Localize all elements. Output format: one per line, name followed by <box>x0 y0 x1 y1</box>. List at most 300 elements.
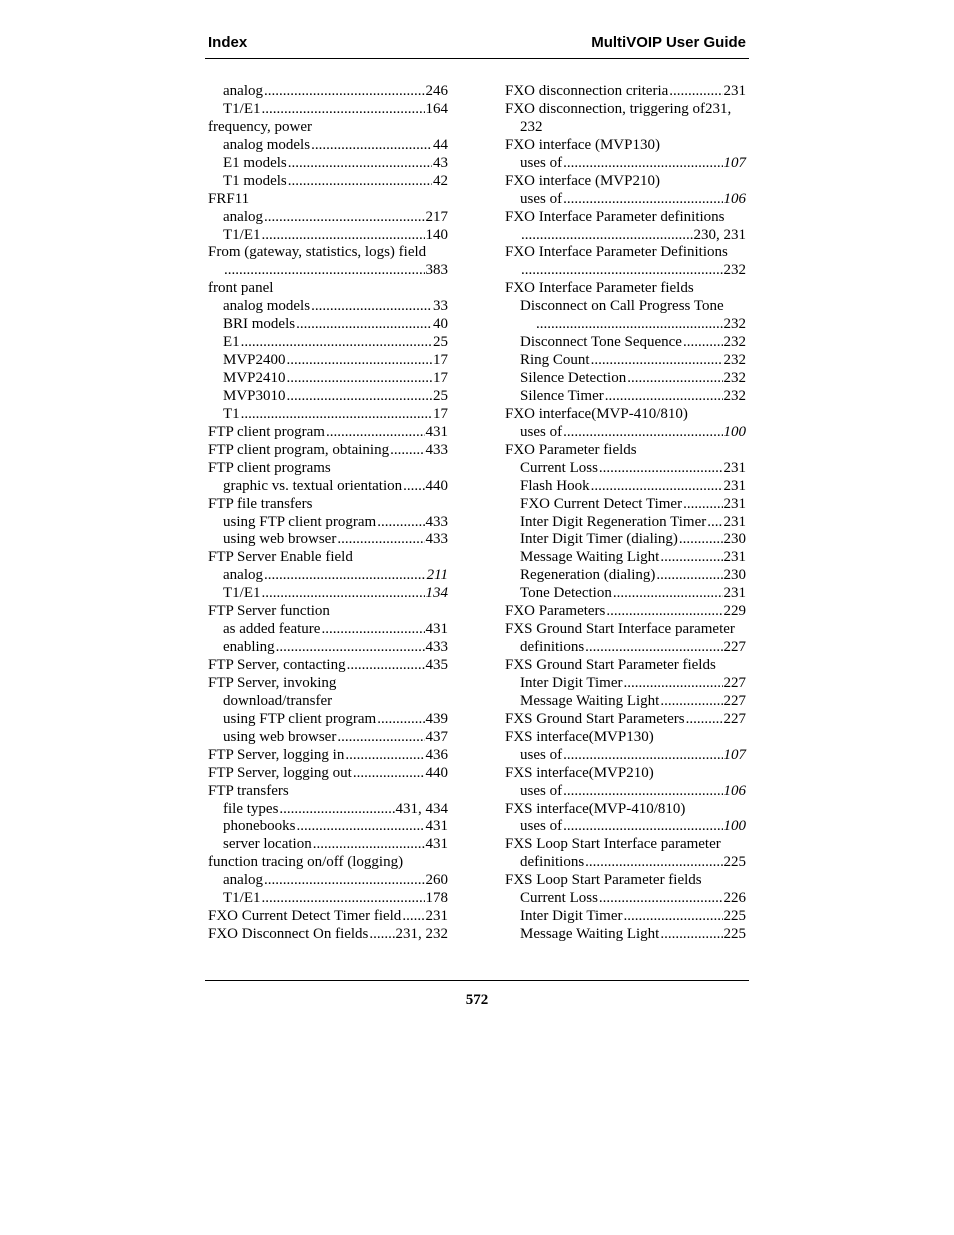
index-entry <box>505 191 746 209</box>
index-term: enabling <box>223 639 275 656</box>
dot-leader <box>536 316 723 334</box>
dot-leader <box>563 155 722 173</box>
index-term: FTP client program, obtaining <box>208 441 390 458</box>
dot-leader <box>390 442 424 460</box>
index-term: FXS Ground Start Parameters <box>505 710 685 727</box>
index-entry <box>505 890 746 908</box>
page-reference: 17 <box>433 405 448 422</box>
index-entry <box>208 872 448 890</box>
index-term: Message Waiting Light <box>520 926 660 943</box>
index-entry <box>208 818 448 836</box>
index-entry <box>505 406 746 424</box>
index-entry <box>505 693 746 711</box>
index-entry <box>208 621 448 639</box>
page-reference: 433 <box>425 639 448 656</box>
index-entry <box>505 137 746 155</box>
index-entry <box>208 119 448 137</box>
index-term: Disconnect on Call Progress Tone <box>520 298 724 315</box>
page-reference: 217 <box>425 208 448 225</box>
page-reference: 232 <box>723 262 746 279</box>
index-term: FXS interface(MVP210) <box>505 764 654 781</box>
index-entry <box>208 585 448 603</box>
dot-leader <box>599 460 723 478</box>
dot-leader <box>262 585 425 603</box>
index-entry <box>208 244 448 262</box>
page-reference: 134 <box>425 585 448 602</box>
dot-leader <box>287 388 432 406</box>
dot-leader <box>264 567 426 585</box>
index-term: analog models <box>223 298 311 315</box>
index-entry <box>208 603 448 621</box>
page-reference: 107 <box>723 746 746 763</box>
index-term: MVP2400 <box>223 352 286 369</box>
index-entry <box>208 783 448 801</box>
page-reference: 211 <box>426 567 448 584</box>
index-term: using FTP client program <box>223 513 377 530</box>
index-term: FTP Server, contacting <box>208 657 346 673</box>
page-reference: 225 <box>723 908 746 925</box>
dot-leader <box>656 567 722 585</box>
index-entry <box>208 801 448 819</box>
index-term: uses of <box>520 423 563 440</box>
dot-leader <box>326 424 425 442</box>
index-entry <box>505 549 746 567</box>
index-term: Inter Digit Timer <box>520 908 623 925</box>
dot-leader <box>287 352 432 370</box>
page-reference: 431, 434 <box>395 800 448 817</box>
index-entry <box>208 639 448 657</box>
dot-leader <box>585 854 722 872</box>
page-reference: 231 <box>723 585 746 602</box>
index-entry <box>505 424 746 442</box>
page-reference: 431 <box>425 423 448 440</box>
index-term: Regeneration (dialing) <box>520 567 656 584</box>
page-reference: 433 <box>425 531 448 548</box>
page-reference: 164 <box>425 100 448 117</box>
index-term: Silence Timer <box>520 387 604 404</box>
index-entry <box>208 83 448 101</box>
dot-leader <box>624 675 723 693</box>
index-entry <box>208 191 448 209</box>
page-reference: 44 <box>433 136 448 153</box>
index-term: MVP3010 <box>223 387 286 404</box>
index-term: T1 models <box>223 172 287 189</box>
index-term: frequency, power <box>208 118 312 135</box>
index-entry <box>505 603 746 621</box>
index-entry <box>208 280 448 298</box>
page-reference: 178 <box>425 890 448 907</box>
index-entry <box>505 119 746 137</box>
page-reference: 227 <box>723 639 746 656</box>
index-term: FTP Server function <box>208 603 330 620</box>
dot-leader <box>264 872 425 890</box>
dot-leader <box>521 262 723 280</box>
page-reference: 231, 232 <box>395 926 448 943</box>
page-reference: 231 <box>425 908 448 925</box>
index-entry <box>505 173 746 191</box>
dot-leader <box>402 908 424 926</box>
dot-leader <box>613 585 723 603</box>
index-term: FXO Current Detect Timer field <box>208 908 402 925</box>
dot-leader <box>241 334 432 352</box>
index-entry <box>208 908 448 926</box>
page-reference: 431 <box>425 621 448 638</box>
page-reference: 40 <box>433 316 448 333</box>
dot-leader <box>707 514 722 532</box>
page-reference: 436 <box>425 746 448 763</box>
index-entry <box>208 926 448 944</box>
dot-leader <box>321 621 424 639</box>
index-entry <box>505 765 746 783</box>
index-term: BRI models <box>223 316 296 333</box>
index-entry <box>505 298 746 316</box>
index-column-right <box>505 83 746 944</box>
dot-leader <box>669 83 722 101</box>
index-term: FTP file transfers <box>208 495 313 512</box>
index-entry <box>505 675 746 693</box>
index-term: front panel <box>208 280 274 297</box>
index-term: definitions <box>520 639 585 656</box>
index-entry <box>505 585 746 603</box>
index-term: FTP Server, logging in <box>208 746 345 763</box>
dot-leader <box>264 209 425 227</box>
index-entry <box>208 531 448 549</box>
index-term: FTP Server, logging out <box>208 764 352 781</box>
index-entry <box>505 783 746 801</box>
page-number: 572 <box>465 992 489 1008</box>
index-term: FXO Current Detect Timer <box>520 495 683 512</box>
dot-leader <box>591 478 723 496</box>
index-term: uses of <box>520 154 563 171</box>
index-entry <box>505 801 746 819</box>
dot-leader <box>224 262 425 280</box>
index-term: Message Waiting Light <box>520 549 660 566</box>
index-term: FXS Ground Start Parameter fields <box>505 657 716 673</box>
index-entry <box>208 836 448 854</box>
page-reference: 226 <box>723 890 746 907</box>
page-reference: 232 <box>723 334 746 351</box>
page-reference: 229 <box>723 603 746 620</box>
page-reference: 225 <box>723 926 746 943</box>
index-entry <box>208 334 448 352</box>
index-entry <box>208 406 448 424</box>
dot-leader <box>683 334 723 352</box>
page-reference: 383 <box>425 262 448 279</box>
index-entry <box>208 854 448 872</box>
dot-leader <box>262 227 425 245</box>
index-entry <box>505 352 746 370</box>
dot-leader <box>347 657 425 675</box>
index-entry <box>208 101 448 119</box>
index-entry <box>505 227 746 245</box>
dot-leader <box>624 908 723 926</box>
page-reference: 433 <box>425 513 448 530</box>
page-reference: 230 <box>723 567 746 584</box>
index-term: Silence Detection <box>520 370 627 386</box>
index-term: download/transfer <box>223 692 333 709</box>
dot-leader <box>262 890 425 908</box>
index-term: FXS interface(MVP130) <box>505 728 654 745</box>
index-term: Disconnect Tone Sequence <box>520 334 682 351</box>
index-entry <box>208 298 448 316</box>
dot-leader <box>262 101 425 119</box>
page-reference: 106 <box>723 782 746 799</box>
index-term: FXO Parameter fields <box>505 441 637 458</box>
index-entry <box>208 442 448 460</box>
index-term: using web browser <box>223 531 337 548</box>
dot-leader <box>599 890 723 908</box>
dot-leader <box>679 531 723 549</box>
index-entry <box>505 496 746 514</box>
index-entry <box>208 478 448 496</box>
page-header <box>205 28 749 59</box>
page-reference: 437 <box>425 728 448 745</box>
index-term: Flash Hook <box>520 477 590 494</box>
index-term: FXO interface (MVP210) <box>505 172 660 189</box>
page-footer <box>205 980 749 1009</box>
index-entry <box>208 890 448 908</box>
dot-leader <box>276 639 425 657</box>
index-entry <box>208 388 448 406</box>
index-entry <box>505 460 746 478</box>
index-entry <box>208 262 448 280</box>
index-entry <box>208 227 448 245</box>
index-entry <box>505 334 746 352</box>
index-term: FXO Interface Parameter definitions <box>505 208 725 225</box>
index-term: Tone Detection <box>520 585 612 602</box>
index-term: analog models <box>223 136 311 153</box>
index-term: T1/E1 <box>223 890 261 907</box>
page-reference: 435 <box>425 657 448 673</box>
index-entry <box>208 675 448 693</box>
dot-leader <box>563 747 722 765</box>
page-reference: 231 <box>723 495 746 512</box>
index-term: T1/E1 <box>223 226 261 243</box>
dot-leader <box>660 693 722 711</box>
index-entry <box>505 711 746 729</box>
index-term: FXO interface(MVP-410/810) <box>505 405 688 422</box>
dot-leader <box>627 370 722 388</box>
index-term: FRF11 <box>208 190 250 207</box>
dot-leader <box>563 818 722 836</box>
index-term: analog <box>223 872 263 889</box>
index-term: graphic vs. textual orientation <box>223 477 403 494</box>
index-entry <box>505 729 746 747</box>
index-entry <box>208 747 448 765</box>
index-entry <box>505 531 746 549</box>
page-reference: 33 <box>433 298 448 315</box>
dot-leader <box>337 531 424 549</box>
dot-leader <box>311 298 432 316</box>
index-entry <box>208 352 448 370</box>
index-entry <box>208 657 448 675</box>
index-term: uses of <box>520 746 563 763</box>
page-reference: 232 <box>723 370 746 386</box>
index-entry <box>505 926 746 944</box>
page-reference: 231 <box>723 459 746 476</box>
page-reference: 43 <box>433 154 448 171</box>
index-term: server location <box>223 836 312 853</box>
dot-leader <box>660 926 722 944</box>
index-entry <box>505 83 746 101</box>
index-entry <box>505 818 746 836</box>
index-entry <box>505 370 746 388</box>
index-term: definitions <box>520 854 585 871</box>
index-term: T1/E1 <box>223 100 261 117</box>
page-reference: 231 <box>723 83 746 99</box>
dot-leader <box>563 424 722 442</box>
page-reference: 231 <box>723 549 746 566</box>
page-reference: 439 <box>425 710 448 727</box>
page-reference: 431 <box>425 818 448 835</box>
index-term: Message Waiting Light <box>520 692 660 709</box>
dot-leader <box>241 406 432 424</box>
dot-leader <box>606 603 722 621</box>
page-reference: 17 <box>433 370 448 386</box>
dot-leader <box>563 191 722 209</box>
index-entry <box>208 693 448 711</box>
index-term: Inter Digit Regeneration Timer <box>520 513 707 530</box>
index-term: phonebooks <box>223 818 296 835</box>
index-entry <box>505 639 746 657</box>
page-reference: 140 <box>425 226 448 243</box>
page-reference: 100 <box>723 423 746 440</box>
index-entry <box>505 478 746 496</box>
index-entry <box>505 657 746 675</box>
page-reference: 227 <box>723 674 746 691</box>
page-reference: 100 <box>723 818 746 835</box>
index-term: FTP Server, invoking <box>208 674 337 691</box>
dot-leader <box>377 711 424 729</box>
index-term: using FTP client program <box>223 710 377 727</box>
dot-leader <box>313 836 425 854</box>
index-term: FXO Parameters <box>505 603 606 620</box>
page-reference: 440 <box>425 477 448 494</box>
index-term: Ring Count <box>520 352 590 369</box>
dot-leader <box>591 352 723 370</box>
index-entry <box>505 567 746 585</box>
index-term: From (gateway, statistics, logs) field <box>208 244 427 261</box>
index-entry <box>208 460 448 478</box>
dot-leader <box>403 478 424 496</box>
index-term: T1/E1 <box>223 585 261 602</box>
index-entry <box>505 280 746 298</box>
page-reference: 260 <box>425 872 448 889</box>
page-reference: 433 <box>425 441 448 458</box>
page-reference: 232 <box>723 352 746 369</box>
page-reference: 25 <box>433 387 448 404</box>
dot-leader <box>287 370 432 388</box>
page-reference: 231 <box>723 477 746 494</box>
dot-leader <box>345 747 424 765</box>
page-reference: 230, 231 <box>693 226 746 243</box>
index-term: FXS Loop Start Interface parameter <box>505 836 721 853</box>
index-entry <box>208 496 448 514</box>
index-entry <box>208 155 448 173</box>
index-entry <box>505 747 746 765</box>
dot-leader <box>683 496 722 514</box>
index-term: Inter Digit Timer <box>520 674 623 691</box>
index-entry <box>505 209 746 227</box>
index-term: E1 models <box>223 154 287 171</box>
index-term: file types <box>223 800 279 817</box>
page-reference: 42 <box>433 172 448 189</box>
index-term: uses of <box>520 818 563 835</box>
index-entry <box>505 908 746 926</box>
index-entry <box>505 836 746 854</box>
index-term: analog <box>223 208 263 225</box>
dot-leader <box>686 711 723 729</box>
index-entry <box>505 854 746 872</box>
index-entry <box>208 514 448 532</box>
index-entry <box>208 567 448 585</box>
index-term: FTP client programs <box>208 459 331 476</box>
index-entry <box>505 514 746 532</box>
index-entry <box>505 388 746 406</box>
page-reference: 227 <box>723 710 746 727</box>
index-entry <box>208 549 448 567</box>
dot-leader <box>585 639 722 657</box>
index-term: FXS Loop Start Parameter fields <box>505 872 702 889</box>
index-term: function tracing on/off (logging) <box>208 854 404 871</box>
dot-leader <box>660 549 722 567</box>
index-entry <box>505 155 746 173</box>
index-term: FXO Interface Parameter Definitions <box>505 244 728 261</box>
dot-leader <box>288 155 432 173</box>
index-term: FXO Interface Parameter fields <box>505 280 694 297</box>
page-reference: 246 <box>425 83 448 99</box>
index-entry <box>505 621 746 639</box>
page-reference: 17 <box>433 352 448 369</box>
dot-leader <box>369 926 394 944</box>
index-term: T1 <box>223 405 240 422</box>
dot-leader <box>279 801 394 819</box>
index-term: FXS Ground Start Interface parameter <box>505 621 735 638</box>
index-term: Inter Digit Timer (dialing) <box>520 531 678 548</box>
index-entry <box>208 137 448 155</box>
page-reference: 25 <box>433 334 448 351</box>
page-reference: 440 <box>425 764 448 781</box>
page-reference: 232 <box>723 316 746 333</box>
page-reference: 431 <box>425 836 448 853</box>
index-term: MVP2410 <box>223 370 286 386</box>
index-column-left <box>208 83 448 944</box>
dot-leader <box>296 316 432 334</box>
dot-leader <box>337 729 424 747</box>
index-term: FXO Disconnect On fields <box>208 926 369 943</box>
index-term: FXS interface(MVP-410/810) <box>505 800 686 817</box>
page-reference: 225 <box>723 854 746 871</box>
index-term: FXO interface (MVP130) <box>505 136 660 153</box>
dot-leader <box>521 227 693 245</box>
dot-leader <box>311 137 432 155</box>
index-entry <box>505 101 746 119</box>
index-entry <box>505 316 746 334</box>
index-entry <box>208 765 448 783</box>
index-entry <box>208 729 448 747</box>
index-term: as added feature <box>223 621 321 638</box>
index-term: FTP transfers <box>208 782 289 799</box>
dot-leader <box>264 83 425 101</box>
index-entry <box>505 872 746 890</box>
index-term: Current Loss <box>520 459 598 476</box>
index-term: FXO disconnection criteria <box>505 83 669 99</box>
page-reference: 231 <box>723 513 746 530</box>
index-term: uses of <box>520 782 563 799</box>
index-term: uses of <box>520 190 563 207</box>
index-term: FTP Server Enable field <box>208 549 353 566</box>
index-term: analog <box>223 567 263 584</box>
